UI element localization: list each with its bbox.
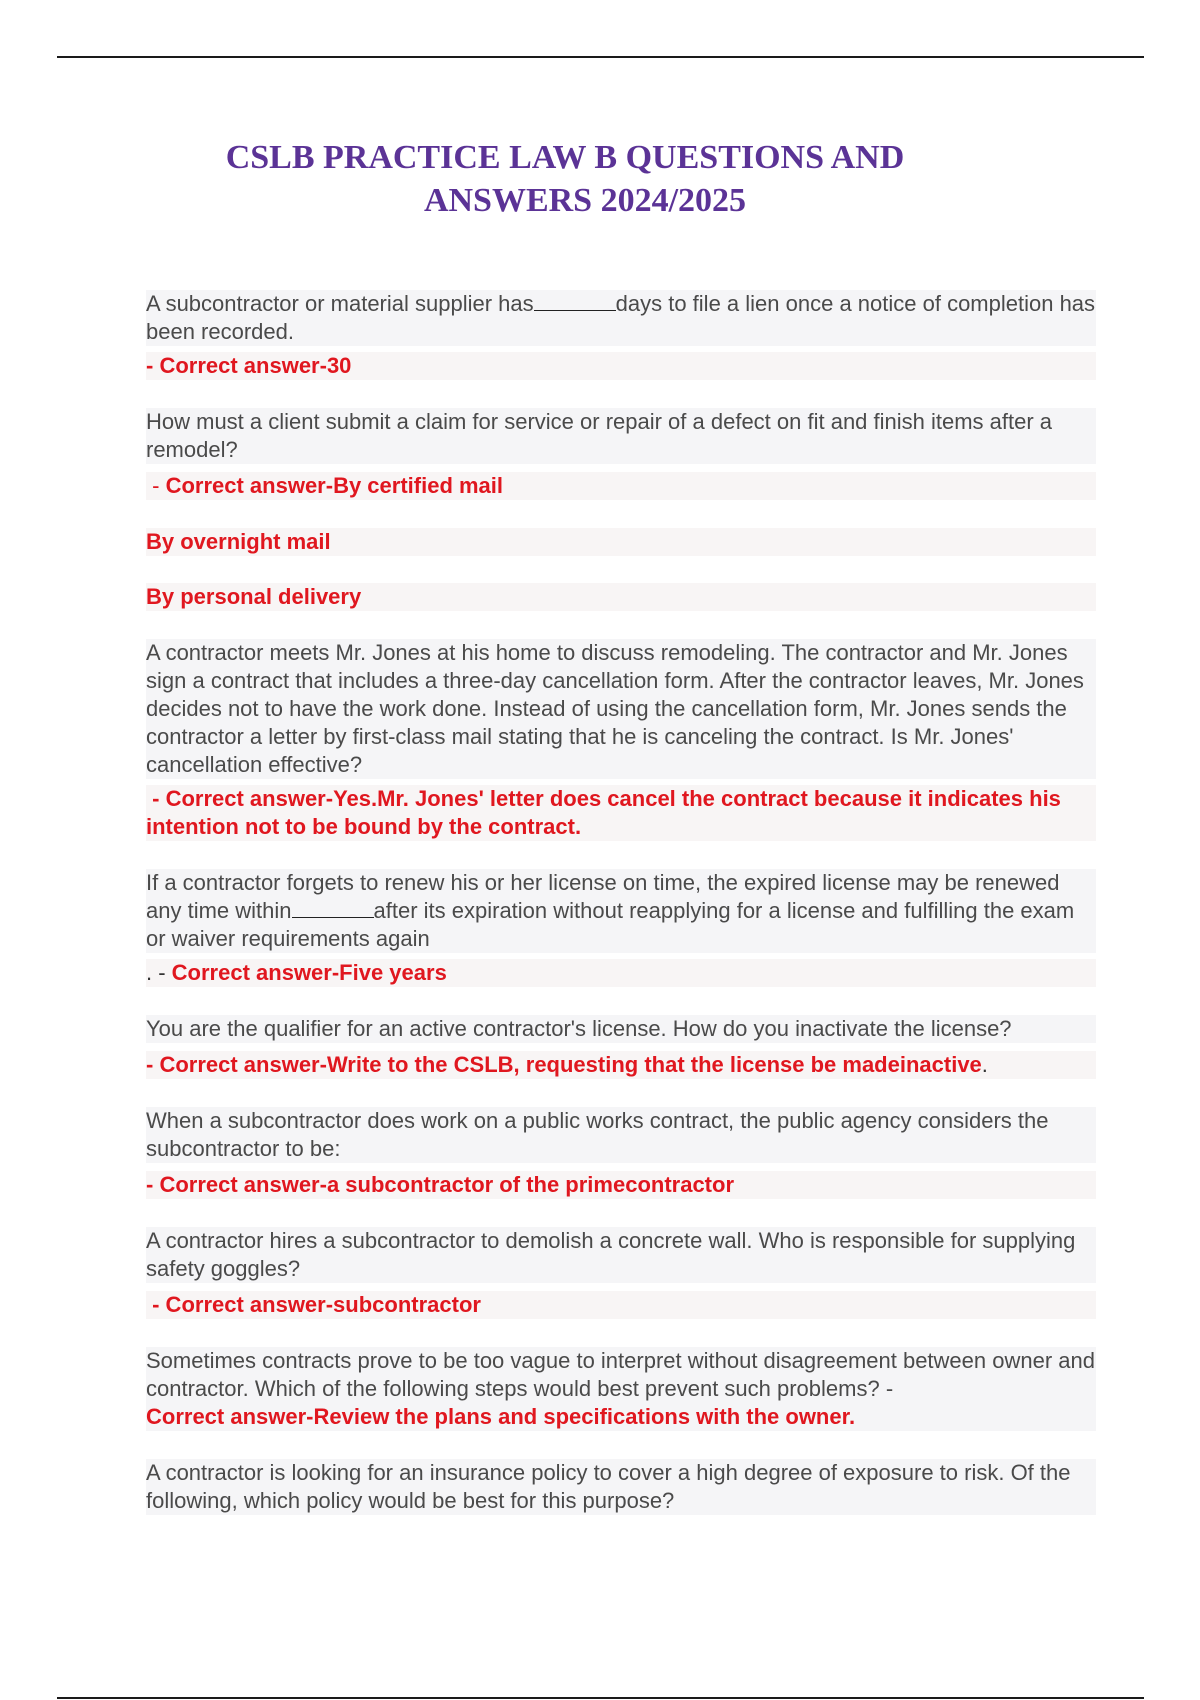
question-7: A contractor hires a subcontractor to demolish a concrete wall. Who is responsible for supplying safety goggles? <box>146 1227 1096 1283</box>
qa-item-9 <box>146 1459 1096 1515</box>
answer-2-option-3: By personal delivery <box>146 583 1096 611</box>
qa-item-2 <box>146 408 1096 611</box>
qa-list <box>146 290 1096 1515</box>
page-title <box>150 136 980 222</box>
answer-7: - Correct answer-subcontractor <box>146 1291 1096 1319</box>
answer-2: - Correct answer-By certified mail <box>146 472 1096 500</box>
bottom-rule <box>57 1697 1144 1699</box>
qa-item-8 <box>146 1347 1096 1431</box>
top-rule <box>57 56 1144 58</box>
question-8: Sometimes contracts prove to be too vague to interpret without disagreement between owner and contractor. Which of the following steps would best prevent such problems? - Correct answer-Review the plans and specifications with the owner. <box>146 1348 1095 1429</box>
qa-item-3 <box>146 639 1096 841</box>
question-4: If a contractor forgets to renew his or her license on time, the expired license may be renewed any time within after its expiration without reapplying for a license and fulfilling the exam or waiver requirements again <box>146 869 1096 953</box>
answer-blank <box>534 292 616 311</box>
question-2: How must a client submit a claim for service or repair of a defect on fit and finish items after a remodel? <box>146 408 1096 464</box>
answer-1: - Correct answer-30 <box>146 352 1096 380</box>
answer-blank <box>292 899 374 918</box>
answer-2-option-2: By overnight mail <box>146 528 1096 556</box>
qa-item-7 <box>146 1227 1096 1319</box>
answer-6: - Correct answer-a subcontractor of the primecontractor <box>146 1171 1096 1199</box>
title-line-1: CSLB PRACTICE LAW B QUESTIONS AND <box>225 139 905 176</box>
answer-8: Correct answer-Review the plans and specifications with the owner. <box>146 1404 856 1429</box>
qa-item-4 <box>146 869 1096 987</box>
answer-4: . - Correct answer-Five years <box>146 959 1096 987</box>
answer-3: - Correct answer-Yes.Mr. Jones' letter does cancel the contract because it indicates his intention not to be bound by the contract. <box>146 785 1096 841</box>
question-6: When a subcontractor does work on a public works contract, the public agency considers the subcontractor to be: <box>146 1107 1096 1163</box>
question-9: A contractor is looking for an insurance policy to cover a high degree of exposure to risk. Of the following, which policy would be best for this purpose? <box>146 1459 1096 1515</box>
qa-item-1 <box>146 290 1096 380</box>
qa-item-5 <box>146 1015 1096 1079</box>
qa-item-6 <box>146 1107 1096 1199</box>
question-1: A subcontractor or material supplier has days to file a lien once a notice of completion has been recorded. <box>146 291 1096 344</box>
answer-5: - Correct answer-Write to the CSLB, requesting that the license be madeinactive. <box>146 1051 1096 1079</box>
title-line-2: ANSWERS 2024/2025 <box>423 182 747 219</box>
question-3: A contractor meets Mr. Jones at his home to discuss remodeling. The contractor and Mr. Jones sign a contract that includes a three-day cancellation form. After the contractor leaves, Mr. Jones decides not to have the work done. Instead of using the cancellation form, Mr. Jones sends the contractor a letter by first-class mail stating that he is canceling the contract. Is Mr. Jones' cancellation effective? <box>146 639 1096 779</box>
question-5: You are the qualifier for an active contractor's license. How do you inactivate the license? <box>146 1015 1096 1043</box>
